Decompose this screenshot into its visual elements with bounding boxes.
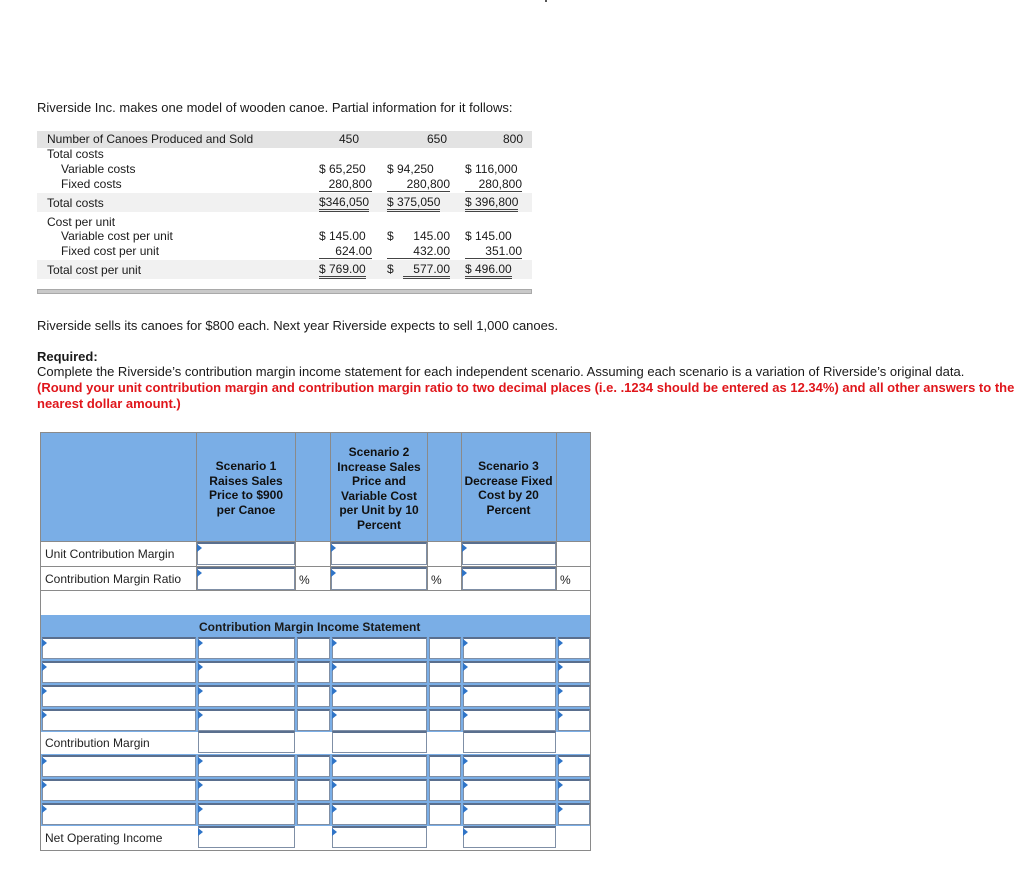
total-cpu-650-symbol: $ — [387, 262, 394, 276]
statement-value-input[interactable] — [198, 779, 295, 801]
statement-value-input[interactable] — [297, 709, 330, 731]
statement-value-input[interactable] — [332, 709, 427, 731]
header-col-800: 800 — [503, 132, 524, 146]
net-operating-income-input[interactable] — [332, 826, 427, 848]
statement-value-input[interactable] — [429, 779, 461, 801]
col-divider — [427, 541, 428, 590]
scenario1-header: Scenario 1 Raises Sales Price to $900 per Canoe — [208, 459, 284, 517]
cm-ratio-s3-percent: % — [560, 573, 571, 587]
total-costs-band — [37, 193, 532, 212]
statement-value-input[interactable] — [297, 779, 330, 801]
contribution-margin-label: Contribution Margin — [45, 736, 150, 750]
statement-label-input[interactable] — [42, 779, 196, 801]
section-title-text: Contribution Margin Income Statement — [199, 620, 421, 634]
variable-costs-label: Variable costs — [61, 162, 136, 176]
cm-income-statement-title — [41, 615, 590, 636]
rounding-note: (Round your unit contribution margin and contribution margin ratio to two decimal places (i.e. .1234 should be entered as 12.34%) and all other answers to the nearest dollar amount.) — [37, 380, 1015, 411]
cm-ratio-s1-percent: % — [299, 573, 310, 587]
total-costs-450: $346,050 — [319, 195, 369, 212]
statement-value-input[interactable] — [198, 685, 295, 707]
statement-value-input[interactable] — [463, 803, 556, 825]
unit-cm-s3-input[interactable] — [462, 542, 556, 565]
variable-cpu-650: 145.00 — [413, 229, 450, 243]
statement-value-input[interactable] — [558, 661, 590, 683]
statement-value-input[interactable] — [558, 803, 590, 825]
statement-label-input[interactable] — [42, 661, 196, 683]
statement-value-input[interactable] — [297, 685, 330, 707]
fixed-costs-label: Fixed costs — [61, 177, 122, 191]
net-operating-income-input[interactable] — [198, 826, 295, 848]
contribution-margin-input[interactable] — [463, 731, 556, 753]
required-title: Required: — [37, 349, 98, 364]
required-text: Complete the Riverside’s contribution margin income statement for each independent scenario. Assuming each scenario is a variation of Riverside’s original data. — [37, 364, 965, 379]
variable-cpu-450: $ 145.00 — [319, 229, 366, 243]
header-divider — [556, 433, 557, 541]
statement-value-input[interactable] — [429, 685, 461, 707]
statement-value-input[interactable] — [463, 709, 556, 731]
contribution-margin-input[interactable] — [198, 731, 295, 753]
variable-cpu-650-symbol: $ — [387, 229, 394, 243]
statement-label-input[interactable] — [42, 709, 196, 731]
fixed-cpu-450: 624.00 — [319, 244, 372, 259]
fixed-cpu-650: 432.00 — [387, 244, 450, 259]
statement-value-input[interactable] — [463, 661, 556, 683]
col-divider — [295, 541, 296, 590]
statement-value-input[interactable] — [297, 755, 330, 777]
statement-value-input[interactable] — [297, 803, 330, 825]
header-col-450: 450 — [339, 132, 360, 146]
scenario2-header: Scenario 2 Increase Sales Price and Variable Cost per Unit by 10 Percent — [337, 445, 421, 532]
fixed-costs-450: 280,800 — [319, 177, 372, 192]
statement-value-input[interactable] — [558, 779, 590, 801]
total-cpu-800: $ 496.00 — [465, 262, 512, 279]
variable-cpu-label: Variable cost per unit — [61, 229, 173, 243]
col-divider — [556, 541, 557, 590]
cm-ratio-s1-input[interactable] — [197, 567, 295, 590]
contribution-margin-input[interactable] — [332, 731, 427, 753]
statement-value-input[interactable] — [558, 637, 590, 659]
row-divider — [41, 590, 590, 591]
scenario3-header: Scenario 3 Decrease Fixed Cost by 20 Percent — [464, 459, 553, 517]
statement-value-input[interactable] — [332, 685, 427, 707]
variable-costs-650: $ 94,250 — [387, 162, 434, 176]
header-col-650: 650 — [427, 132, 448, 146]
statement-value-input[interactable] — [332, 637, 427, 659]
statement-value-input[interactable] — [463, 637, 556, 659]
fixed-cpu-label: Fixed cost per unit — [61, 244, 160, 258]
statement-value-input[interactable] — [463, 755, 556, 777]
header-divider — [295, 433, 296, 541]
statement-value-input[interactable] — [463, 779, 556, 801]
statement-label-input[interactable] — [42, 637, 196, 659]
variable-costs-450: $ 65,250 — [319, 162, 366, 176]
variable-cpu-800: $ 145.00 — [465, 229, 512, 243]
fixed-costs-800: 280,800 — [465, 177, 522, 192]
cm-ratio-s2-input[interactable] — [331, 567, 427, 590]
statement-label-input[interactable] — [42, 685, 196, 707]
statement-label-input[interactable] — [42, 755, 196, 777]
unit-cm-label: Unit Contribution Margin — [45, 547, 175, 561]
cost-per-unit-heading: Cost per unit — [47, 215, 116, 229]
statement-value-input[interactable] — [429, 637, 461, 659]
statement-value-input[interactable] — [332, 661, 427, 683]
header-divider — [196, 433, 197, 541]
cm-ratio-label: Contribution Margin Ratio — [45, 572, 182, 586]
statement-value-input[interactable] — [429, 755, 461, 777]
total-costs-650: $ 375,050 — [387, 195, 440, 212]
statement-value-input[interactable] — [198, 709, 295, 731]
statement-value-input[interactable] — [198, 755, 295, 777]
variable-costs-800: $ 116,000 — [465, 162, 518, 176]
statement-value-input[interactable] — [297, 637, 330, 659]
header-divider — [427, 433, 428, 541]
statement-value-input[interactable] — [332, 803, 427, 825]
statement-value-input[interactable] — [558, 709, 590, 731]
statement-label-input[interactable] — [42, 803, 196, 825]
net-operating-income-label: Net Operating Income — [45, 831, 163, 845]
stray-dot — [545, 0, 547, 2]
statement-value-input[interactable] — [297, 661, 330, 683]
unit-cm-s1-input[interactable] — [197, 542, 295, 565]
statement-value-input[interactable] — [558, 755, 590, 777]
intro-text: Riverside Inc. makes one model of wooden canoe. Partial information for it follows: — [37, 100, 513, 115]
statement-value-input[interactable] — [429, 709, 461, 731]
sells-text: Riverside sells its canoes for $800 each. Next year Riverside expects to sell 1,000 canoes. — [37, 318, 558, 333]
total-cpu-label: Total cost per unit — [47, 263, 142, 277]
total-costs-label: Total costs — [47, 196, 104, 210]
statement-value-input[interactable] — [332, 755, 427, 777]
net-operating-income-input[interactable] — [463, 826, 556, 848]
fixed-cpu-800: 351.00 — [465, 244, 522, 259]
statement-value-input[interactable] — [429, 661, 461, 683]
statement-value-input[interactable] — [198, 803, 295, 825]
statement-value-input[interactable] — [558, 685, 590, 707]
total-costs-800: $ 396,800 — [465, 195, 518, 212]
info-table-footer — [37, 289, 532, 294]
statement-value-input[interactable] — [332, 779, 427, 801]
answer-grid — [40, 432, 591, 851]
unit-cm-s2-input[interactable] — [331, 542, 427, 565]
total-cpu-650: 577.00 — [403, 262, 450, 279]
cm-ratio-s2-percent: % — [431, 573, 442, 587]
fixed-costs-650: 280,800 — [387, 177, 450, 192]
statement-value-input[interactable] — [198, 661, 295, 683]
total-cpu-450: $ 769.00 — [319, 262, 366, 279]
header-label: Number of Canoes Produced and Sold — [47, 132, 254, 146]
statement-value-input[interactable] — [463, 685, 556, 707]
cm-ratio-s3-input[interactable] — [462, 567, 556, 590]
statement-value-input[interactable] — [429, 803, 461, 825]
statement-value-input[interactable] — [198, 637, 295, 659]
total-costs-heading: Total costs — [47, 147, 104, 161]
